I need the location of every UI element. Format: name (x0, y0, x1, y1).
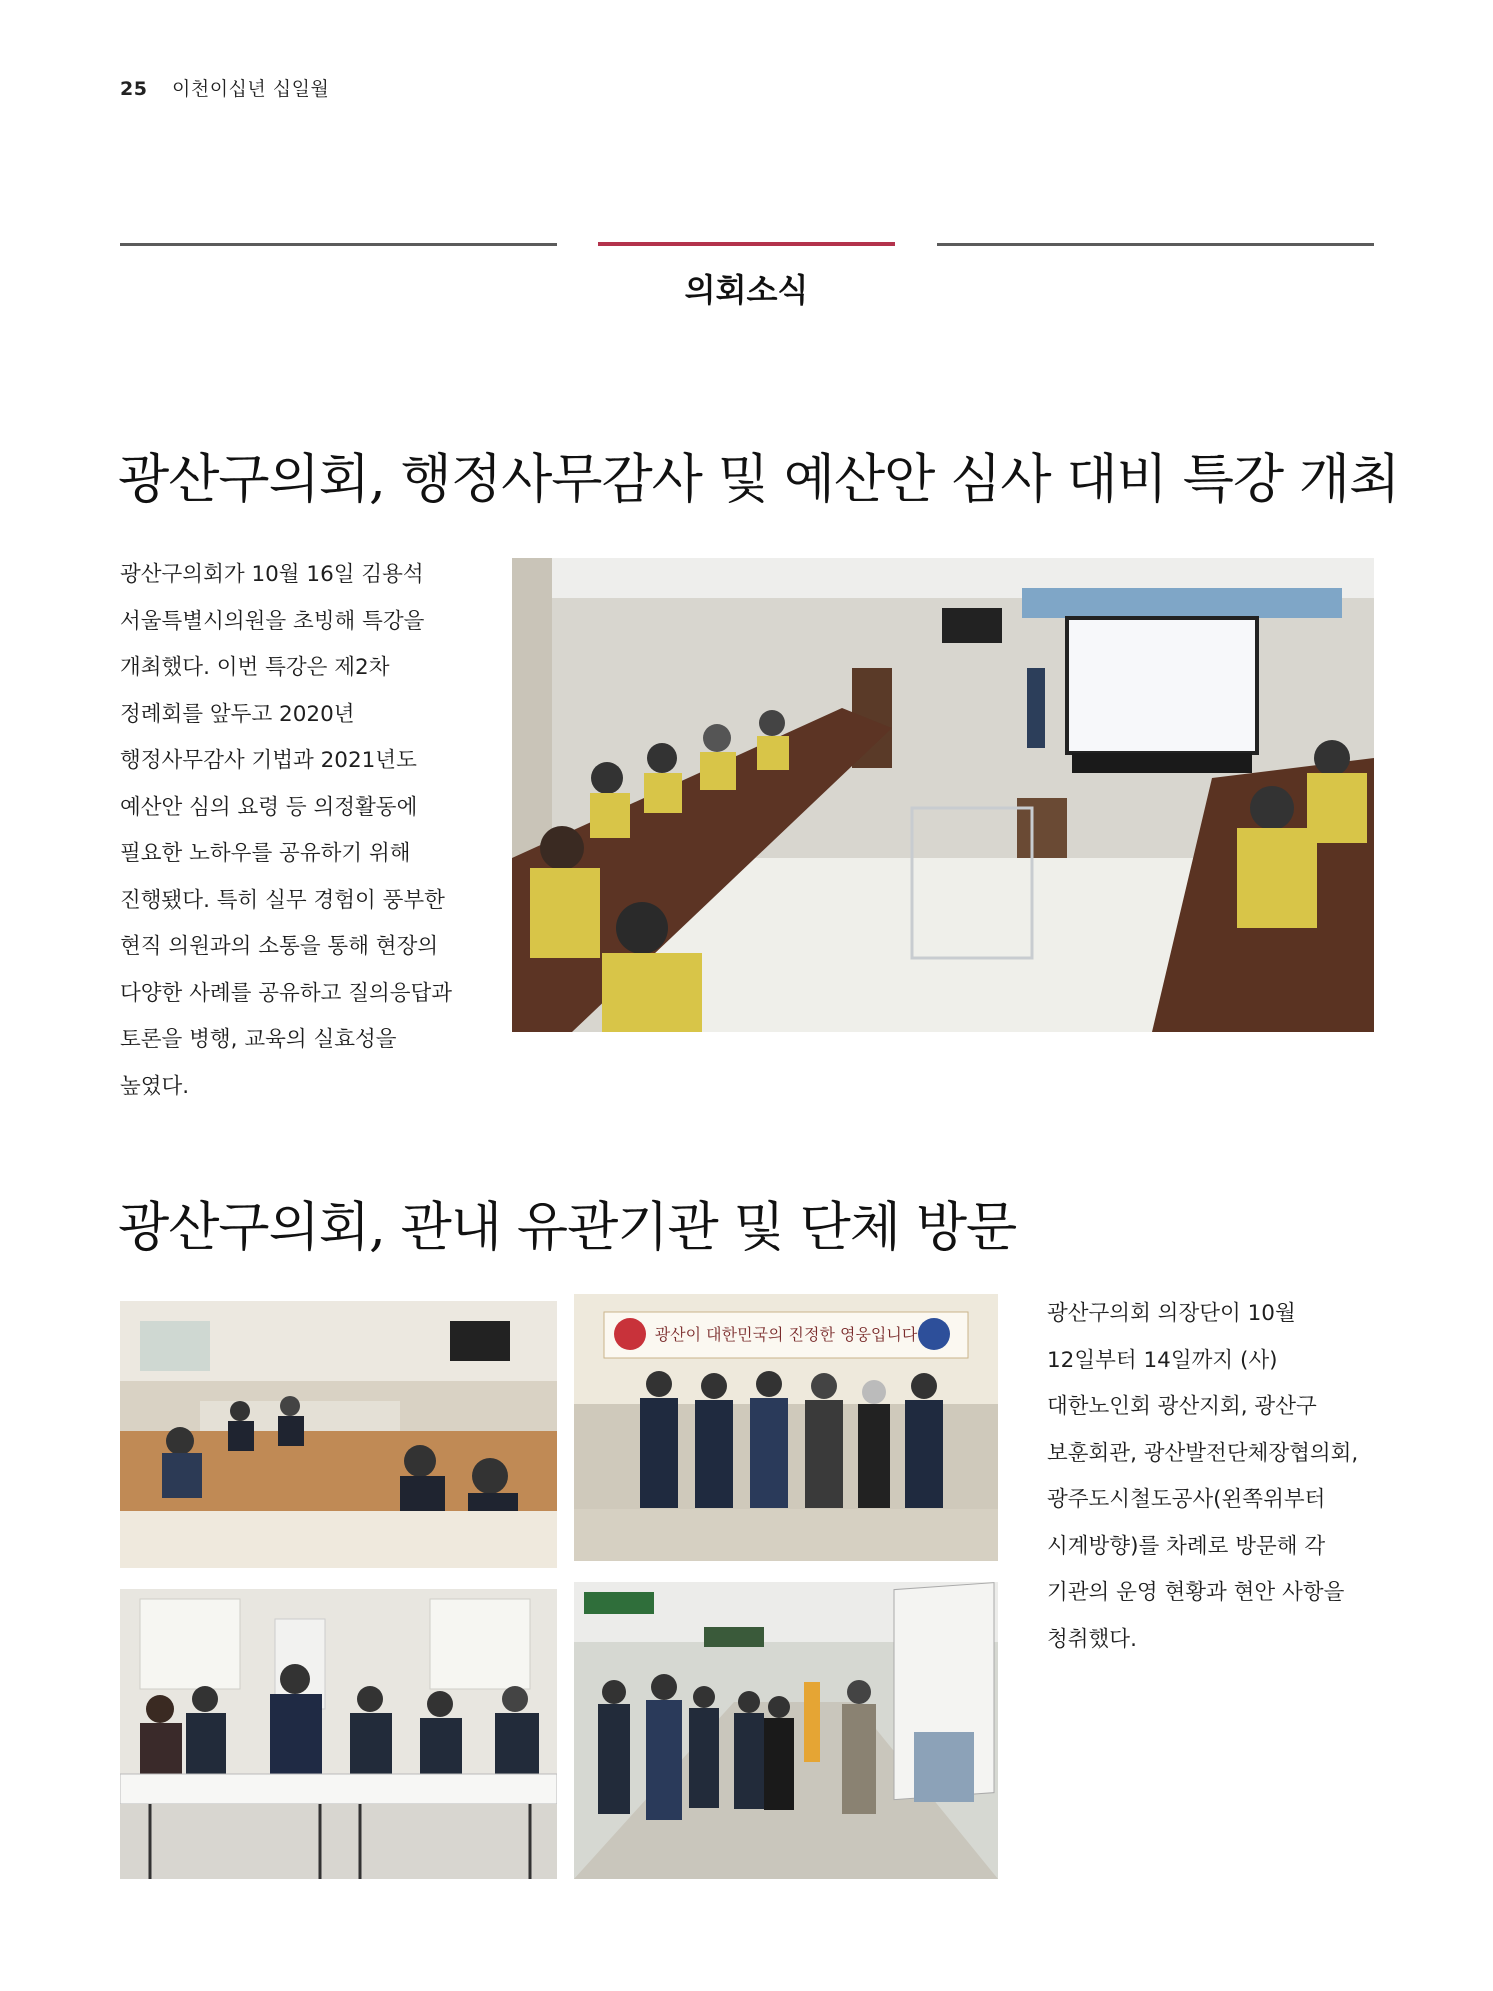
section-label: 의회소식 (684, 271, 809, 309)
section-rule-left (120, 243, 557, 246)
visit-photo-senior-association (120, 1301, 557, 1568)
veterans-banner-text: 광산이 대한민국의 진정한 영웅입니다 (654, 1325, 918, 1344)
article2-body: 광산구의회 의장단이 10월 12일부터 14일까지 (사)대한노인회 광산지회, 광산구 보훈회관, 광산발전단체장협의회, 광주도시철도공사(왼쪽위부터 시계방향)를 차례로 방문해 각 기관의 운영 현황과 현안 사항을 청취했다. (1047, 1301, 1359, 1652)
article1-body: 광산구의회가 10월 16일 김용석 서울특별시의원을 초빙해 특강을 개최했다. 이번 특강은 제2차 정례회를 앞두고 2020년 행정사무감사 기법과 2021년도 예산안 심의 요령 등 의정활동에 필요한 노하우를 공유하기 위해 진행됐다. 특히 실무 경험이 풍부한 현직 의원과의 소통을 통해 현장의 다양한 사례를 공유하고 질의응답과 토론을 병행, 교육의 실효성을 높였다. (120, 562, 453, 1099)
visit-photo-veterans-hall (574, 1294, 998, 1561)
lecture-photo (512, 558, 1374, 1032)
section-rule-accent (598, 242, 895, 246)
visit-photo-development-council (120, 1589, 557, 1879)
page-number: 25 (120, 78, 148, 100)
article2-title: 광산구의회, 관내 유관기관 및 단체 방문 (118, 1197, 1017, 1258)
section-rule-right (937, 243, 1374, 246)
article1-title: 광산구의회, 행정사무감사 및 예산안 심사 대비 특강 개최 (118, 449, 1400, 510)
issue-date: 이천이십년 십일월 (172, 78, 330, 100)
visit-photo-metro-corporation (574, 1582, 998, 1879)
page-header (120, 74, 329, 101)
